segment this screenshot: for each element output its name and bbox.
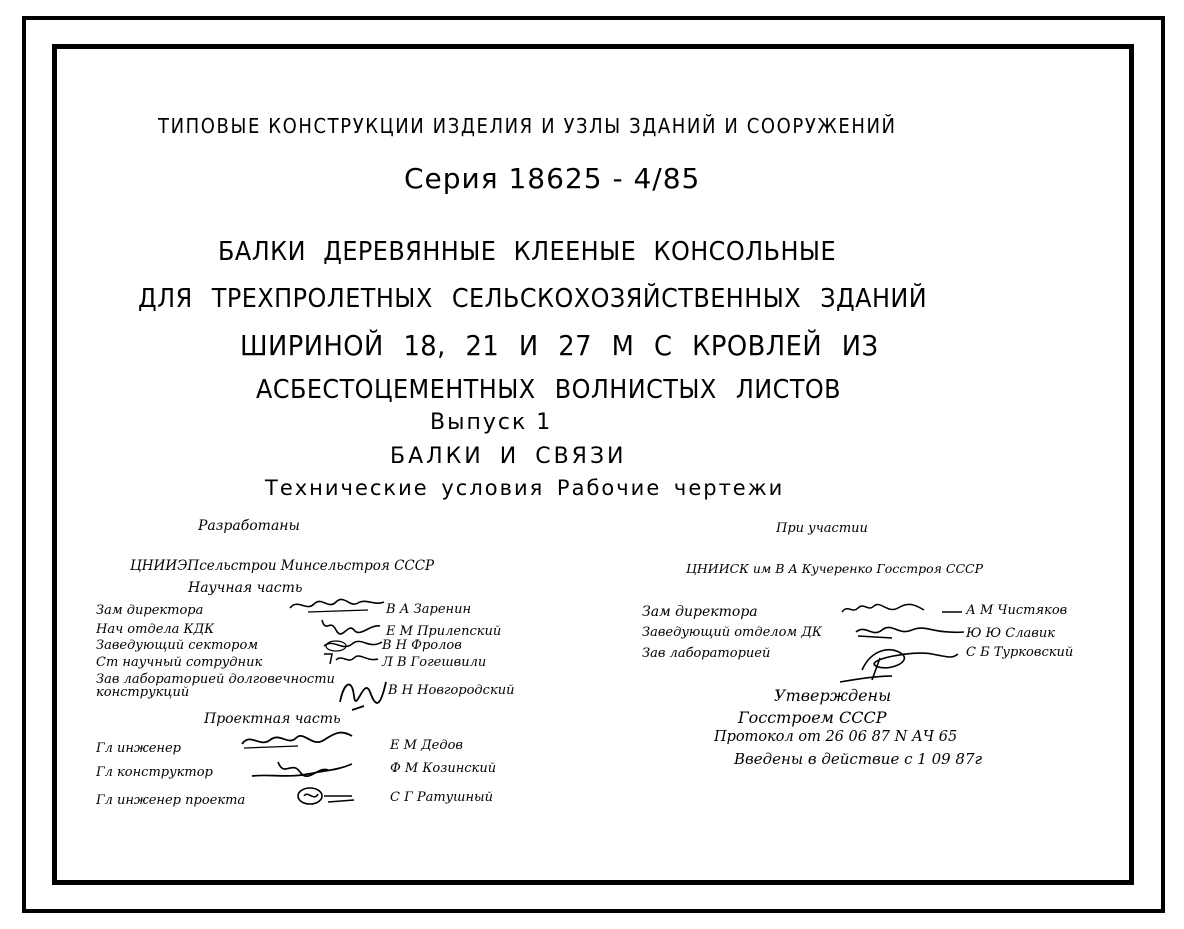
issue-number: Выпуск 1 xyxy=(430,410,553,435)
signature-novgorodsky xyxy=(334,672,390,712)
science-role: конструкций xyxy=(96,685,190,700)
project-name: Е М Дедов xyxy=(390,738,463,753)
approved-label: Утверждены xyxy=(774,686,892,705)
project-role: Гл инженер xyxy=(96,741,182,756)
title-line-3: ШИРИНОЙ 18, 21 И 27 М С КРОВЛЕЙ ИЗ xyxy=(240,329,879,362)
series-number: Серия 18625 - 4/85 xyxy=(404,162,701,195)
project-name: С Г Ратушный xyxy=(390,790,494,805)
signature-chistyakov xyxy=(838,598,968,622)
subtitle: БАЛКИ И СВЯЗИ xyxy=(390,444,627,469)
science-name: В Н Фролов xyxy=(382,638,462,653)
science-name: В Н Новгородский xyxy=(388,683,515,698)
participants-heading: При участии xyxy=(776,521,868,536)
effective-date: Введены в действие с 1 09 87г xyxy=(734,750,983,768)
science-role: Заведующий сектором xyxy=(96,638,259,653)
signature-slavik xyxy=(852,622,968,642)
participant-name: А М Чистяков xyxy=(966,603,1068,618)
science-name: В А Заренин xyxy=(386,602,472,617)
participant-role: Зам директора xyxy=(642,604,758,620)
signature-prilepsky xyxy=(318,616,388,638)
developers-heading: Разработаны xyxy=(198,518,300,534)
title-line-4: АСБЕСТОЦЕМЕНТНЫХ ВОЛНИСТЫХ ЛИСТОВ xyxy=(256,375,842,405)
science-role: Ст научный сотрудник xyxy=(96,655,263,670)
signature-ratushny xyxy=(294,784,358,810)
science-part-label: Научная часть xyxy=(188,580,303,596)
signature-zarenin xyxy=(288,596,388,616)
developers-org: ЦНИИЭПсельстрои Минсельстроя СССР xyxy=(130,558,435,574)
science-role: Зав лабораторией долговечности xyxy=(96,672,335,687)
project-part-label: Проектная часть xyxy=(204,711,341,727)
signature-gogeshvili xyxy=(322,650,382,668)
title-line-1: БАЛКИ ДЕРЕВЯННЫЕ КЛЕЕНЫЕ КОНСОЛЬНЫЕ xyxy=(218,237,837,267)
approved-by: Госстроем СССР xyxy=(738,708,887,727)
signature-turkovsky xyxy=(832,640,962,686)
document-type: Технические условия Рабочие чертежи xyxy=(265,476,785,500)
signature-dedov xyxy=(238,728,358,754)
science-name: Л В Гогешвили xyxy=(382,655,487,670)
science-role: Нач отдела КДК xyxy=(96,622,215,637)
project-name: Ф М Козинский xyxy=(390,761,497,776)
title-line-2: ДЛЯ ТРЕХПРОЛЕТНЫХ СЕЛЬСКОХОЗЯЙСТВЕННЫХ ЗДАНИЙ xyxy=(138,284,928,314)
science-name: Е М Прилепский xyxy=(386,624,502,639)
protocol: Протокол от 26 06 87 N АЧ 65 xyxy=(714,729,958,745)
participant-role: Зав лабораторией xyxy=(642,646,771,661)
participant-name: С Б Турковский xyxy=(966,645,1074,660)
signature-kozinsky xyxy=(248,756,358,784)
participant-name: Ю Ю Славик xyxy=(966,626,1055,641)
project-role: Гл инженер проекта xyxy=(96,793,246,808)
collection-title: ТИПОВЫЕ КОНСТРУКЦИИ ИЗДЕЛИЯ И УЗЛЫ ЗДАНИЙ И СООРУЖЕНИЙ xyxy=(158,114,897,138)
participants-org: ЦНИИСК им В А Кучеренко Госстроя СССР xyxy=(686,561,984,576)
participant-role: Заведующий отделом ДК xyxy=(642,625,822,640)
project-role: Гл конструктор xyxy=(96,765,213,780)
science-role: Зам директора xyxy=(96,603,204,618)
